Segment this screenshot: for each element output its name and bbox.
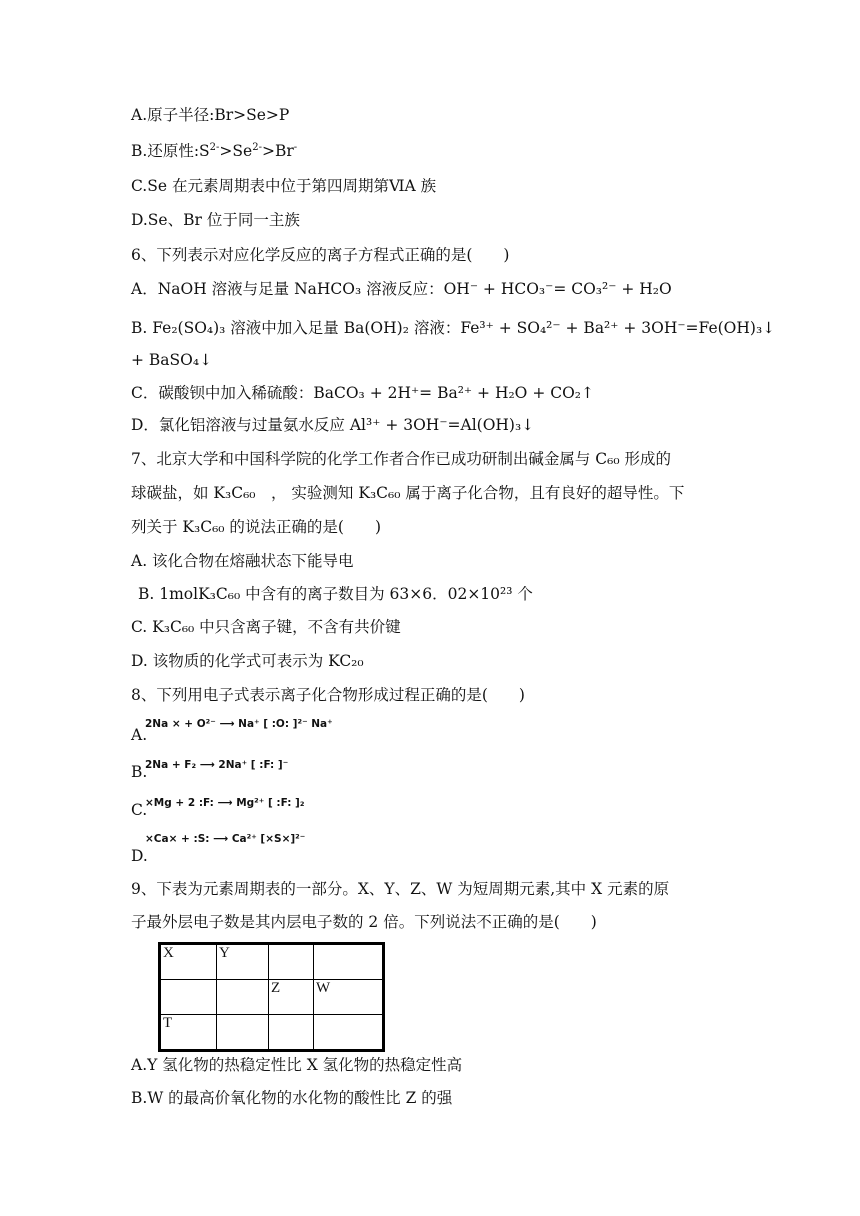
table-cell (314, 944, 384, 980)
q8-option-a-label: A. (131, 726, 148, 744)
q7-stem-line2: 球碳盐，如 K₃C₆₀ ， 实验测知 K₃C₆₀ 属于离子化合物，且有良好的超导性。下 (131, 484, 685, 502)
q8-option-a-equation: 2Na × + O²⁻ ⟶ Na⁺ [ :O: ]²⁻ Na⁺ (145, 718, 333, 730)
q8-option-d-equation: ×Ca× + :S: ⟶ Ca²⁺ [×S×]²⁻ (145, 833, 306, 845)
table-cell (160, 980, 217, 1015)
table-cell: Y (217, 944, 269, 980)
q6-option-b-line1: B. Fe₂(SO₄)₃ 溶液中加入足量 Ba(OH)₂ 溶液：Fe³⁺ + SO₄²⁻ + Ba²⁺ + 3OH⁻=Fe(OH)₃↓ (131, 319, 776, 337)
q8-option-c-equation: ×Mg + 2 :F: ⟶ Mg²⁺ [ :F: ]₂ (145, 797, 305, 809)
q8-stem: 8、下列用电子式表示离子化合物形成过程正确的是( ) (131, 686, 525, 704)
q9-option-a: A.Y 氢化物的热稳定性比 X 氢化物的热稳定性高 (131, 1056, 463, 1074)
q5-option-b-text: >Se (219, 142, 253, 160)
q6-option-d: D．氯化铝溶液与过量氨水反应 Al³⁺ + 3OH⁻=Al(OH)₃↓ (131, 416, 535, 434)
table-row (160, 944, 384, 980)
table-cell (217, 980, 269, 1015)
sup: - (293, 142, 298, 153)
q6-option-a: A．NaOH 溶液与足量 NaHCO₃ 溶液反应：OH⁻ + HCO₃⁻= CO₃²⁻ + H₂O (131, 280, 672, 298)
sup: 2- (252, 142, 262, 153)
q7-option-a: A. 该化合物在熔融状态下能导电 (131, 552, 354, 570)
table-cell: W (314, 980, 384, 1015)
q8-option-b-equation: 2Na + F₂ ⟶ 2Na⁺ [ :F: ]⁻ (145, 759, 289, 771)
table-cell: T (160, 1015, 217, 1051)
q8-option-c-label: C. (131, 801, 148, 819)
table-cell (269, 1015, 314, 1051)
table-row (160, 1015, 384, 1051)
periodic-table-fragment (158, 942, 385, 1052)
table-cell: Z (269, 980, 314, 1015)
q7-option-b: B. 1molK₃C₆₀ 中含有的离子数目为 63×6．02×10²³ 个 (138, 585, 533, 603)
table-cell (314, 1015, 384, 1051)
table-row (160, 980, 384, 1015)
q5-option-b-text: B.还原性:S (131, 142, 210, 160)
q7-stem-line1: 7、北京大学和中国科学院的化学工作者合作已成功研制出碱金属与 C₆₀ 形成的 (131, 450, 672, 468)
q7-stem-line3: 列关于 K₃C₆₀ 的说法正确的是( ) (131, 518, 382, 536)
q5-option-b (131, 141, 297, 161)
q5-option-c: C.Se 在元素周期表中位于第四周期第ⅥA 族 (131, 177, 437, 195)
sup: 2- (209, 142, 220, 153)
q5-option-b-text: >Br (261, 142, 294, 160)
q5-option-a: A.原子半径:Br>Se>P (131, 106, 290, 124)
q6-stem: 6、下列表示对应化学反应的离子方程式正确的是( ) (131, 246, 510, 264)
q9-option-b: B.W 的最高价氧化物的水化物的酸性比 Z 的强 (131, 1089, 453, 1107)
table-cell (269, 944, 314, 980)
q7-option-d: D. 该物质的化学式可表示为 KC₂₀ (131, 652, 364, 670)
q6-option-c: C．碳酸钡中加入稀硫酸：BaCO₃ + 2H⁺= Ba²⁺ + H₂O + CO₂↑ (131, 384, 595, 402)
q7-option-c: C. K₃C₆₀ 中只含离子键，不含有共价键 (131, 618, 401, 636)
q8-option-d-label: D. (131, 847, 148, 865)
q9-stem-line2: 子最外层电子数是其内层电子数的 2 倍。下列说法不正确的是( ) (131, 913, 597, 931)
q5-option-d: D.Se、Br 位于同一主族 (131, 211, 300, 229)
table-cell: X (160, 944, 217, 980)
q8-option-b-label: B. (131, 763, 148, 781)
q6-option-b-line2: + BaSO₄↓ (131, 351, 213, 369)
table-cell (217, 1015, 269, 1051)
q9-stem-line1: 9、下表为元素周期表的一部分。X、Y、Z、W 为短周期元素,其中 X 元素的原 (131, 880, 670, 898)
